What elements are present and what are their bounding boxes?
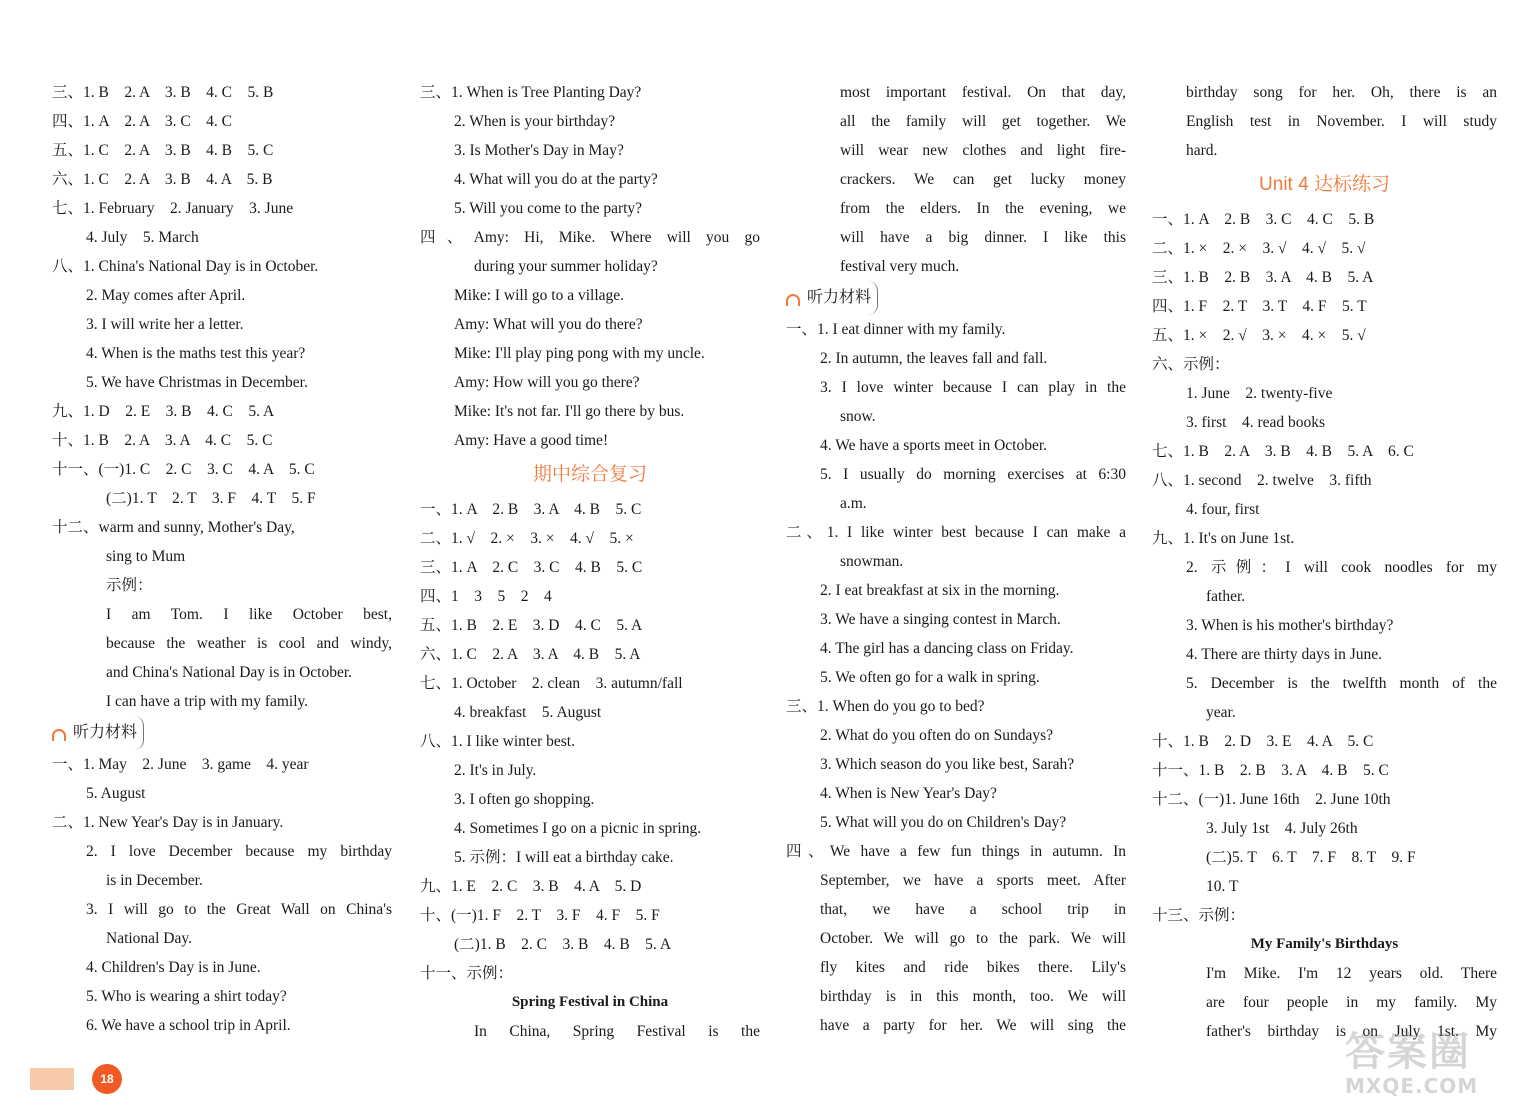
answer-line: hard. [1186, 142, 1218, 159]
answer-line: a.m. [840, 495, 867, 512]
headphone-icon [52, 729, 66, 741]
answer-line: 1. June 2. twenty-five [1186, 385, 1333, 402]
answer-line: 6. We have a school trip in April. [86, 1017, 291, 1034]
column-4 [1152, 78, 1497, 1046]
answer-line: 四、1 3 5 2 4 [420, 588, 552, 605]
answer-line: 四、We have a few fun things in autumn. In [786, 843, 1126, 860]
answer-line: 4. Children's Day is in June. [86, 959, 261, 976]
answer-line: 3. When is his mother's birthday? [1186, 617, 1394, 634]
answer-line: 九、1. It's on June 1st. [1152, 530, 1295, 547]
answer-line: birthday song for her. Oh, there is an [1186, 84, 1497, 101]
answer-line: National Day. [106, 930, 192, 947]
answer-line: 十、(一)1. F 2. T 3. F 4. F 5. F [420, 907, 660, 924]
answer-line: 三、1. When is Tree Planting Day? [420, 84, 642, 101]
answer-line: 十三、示例： [1152, 907, 1246, 924]
answer-line: 3. July 1st 4. July 26th [1206, 820, 1358, 837]
answer-line: 九、1. E 2. C 3. B 4. A 5. D [420, 878, 642, 895]
answer-line: 六、1. C 2. A 3. A 4. B 5. A [420, 646, 641, 663]
answer-line: 5. What will you do on Children's Day? [820, 814, 1067, 831]
unit-heading: 期中综合复习 [532, 464, 647, 485]
answer-line: most important festival. On that day, [840, 84, 1126, 101]
answer-line: 4. What will you do at the party? [454, 171, 658, 188]
answer-line: 4. There are thirty days in June. [1186, 646, 1382, 663]
answer-line: 4. The girl has a dancing class on Friday. [820, 640, 1074, 657]
answer-line: 2. I eat breakfast at six in the morning. [820, 582, 1060, 599]
answer-line: snowman. [840, 553, 904, 570]
answer-line: Amy: How will you go there? [454, 374, 640, 391]
answer-line: during your summer holiday? [474, 258, 658, 275]
answer-line: October. We will go to the park. We will [820, 930, 1126, 947]
answer-line: crackers. We can get lucky money [840, 171, 1126, 188]
answer-line: are four people in my family. My [1206, 994, 1497, 1011]
answer-line: September, we have a sports meet. After [820, 872, 1126, 889]
answer-line: 4. Sometimes I go on a picnic in spring. [454, 820, 702, 837]
answer-line: (二)1. T 2. T 3. F 4. T 5. F [106, 490, 316, 507]
answer-line: 十二、warm and sunny, Mother's Day, [52, 519, 295, 536]
answer-line: Mike: It's not far. I'll go there by bus. [454, 403, 685, 420]
answer-line: 3. I will go to the Great Wall on China's [86, 901, 392, 918]
answer-line: In China, Spring Festival is the [474, 1023, 760, 1040]
answer-line: 2. It's in July. [454, 762, 537, 779]
answer-line: 3. first 4. read books [1186, 414, 1326, 431]
answer-line: 六、示例： [1152, 356, 1230, 373]
answer-line: 示例： [106, 577, 153, 594]
answer-line: 五、1. B 2. E 3. D 4. C 5. A [420, 617, 643, 634]
answer-line: 5. December is the twelfth month of the [1186, 675, 1497, 692]
answer-line: 十、1. B 2. A 3. A 4. C 5. C [52, 432, 273, 449]
answer-line: I am Tom. I like October best, [106, 606, 392, 623]
answer-line: 一、1. A 2. B 3. C 4. C 5. B [1152, 211, 1375, 228]
answer-line: have a party for her. We will sing the [820, 1017, 1126, 1034]
answer-line: 四、1. A 2. A 3. C 4. C [52, 113, 232, 130]
answer-line: 六、1. C 2. A 3. B 4. A 5. B [52, 171, 273, 188]
answer-line: My Family's Birthdays [1250, 936, 1399, 952]
page-number: 18 [92, 1064, 122, 1094]
answer-line: 八、1. second 2. twelve 3. fifth [1152, 472, 1372, 489]
page-tab-decoration [30, 1068, 74, 1090]
answer-line: 3. Which season do you like best, Sarah? [820, 756, 1075, 773]
answer-line: 2. When is your birthday? [454, 113, 616, 130]
answer-line: Spring Festival in China [511, 994, 669, 1010]
column-1 [52, 78, 392, 1040]
answer-line: and China's National Day is in October. [106, 664, 353, 681]
answer-line: (二)5. T 6. T 7. F 8. T 9. F [1206, 849, 1416, 866]
answer-line: father's birthday is on July 1st. My [1206, 1023, 1497, 1040]
column-3 [786, 78, 1126, 1040]
answer-line: 4. When is New Year's Day? [820, 785, 997, 802]
page-number-badge [30, 1062, 114, 1092]
answer-line: 十二、(一)1. June 16th 2. June 10th [1152, 791, 1391, 808]
answer-line: Amy: What will you do there? [454, 316, 643, 333]
answer-line: 七、1. October 2. clean 3. autumn/fall [420, 675, 683, 692]
section-heading-label: 听力材料 [73, 716, 144, 750]
section-heading-listening [786, 281, 1126, 315]
answer-line: 2. In autumn, the leaves fall and fall. [820, 350, 1048, 367]
answer-line: 三、1. When do you go to bed? [786, 698, 985, 715]
watermark [1345, 1030, 1525, 1108]
answer-line: 4. When is the maths test this year? [86, 345, 306, 362]
watermark-logo-text: 答案圈 [1345, 1029, 1471, 1075]
answer-line: 2. I love December because my birthday [86, 843, 392, 860]
answer-line: 九、1. D 2. E 3. B 4. C 5. A [52, 403, 275, 420]
answer-line: 八、1. I like winter best. [420, 733, 575, 750]
answer-line: 四、1. F 2. T 3. T 4. F 5. T [1152, 298, 1367, 315]
answer-line: festival very much. [840, 258, 960, 275]
answer-line: 3. I will write her a letter. [86, 316, 244, 333]
column-2 [420, 78, 760, 1046]
answer-line: from the elders. In the evening, we [840, 200, 1126, 217]
answer-line: 3. Is Mother's Day in May? [454, 142, 624, 159]
answer-line: 三、1. B 2. A 3. B 4. C 5. B [52, 84, 274, 101]
answer-line: snow. [840, 408, 876, 425]
answer-line: 十、1. B 2. D 3. E 4. A 5. C [1152, 733, 1374, 750]
answer-line: 一、1. A 2. B 3. A 4. B 5. C [420, 501, 642, 518]
answer-line: 一、1. May 2. June 3. game 4. year [52, 756, 309, 773]
answer-line: 3. I often go shopping. [454, 791, 595, 808]
answer-line: Mike: I'll play ping pong with my uncle. [454, 345, 705, 362]
answer-line: 5. We have Christmas in December. [86, 374, 308, 391]
answer-line: sing to Mum [106, 548, 186, 565]
answer-line: 3. I love winter because I can play in the [820, 379, 1126, 396]
answer-line: 十一、(一)1. C 2. C 3. C 4. A 5. C [52, 461, 315, 478]
watermark-url: MXQE.COM [1345, 1074, 1479, 1098]
answer-line: 4. breakfast 5. August [454, 704, 602, 721]
answer-line: 五、1. C 2. A 3. B 4. B 5. C [52, 142, 274, 159]
answer-line: is in December. [106, 872, 203, 889]
unit-heading: Unit 4 达标练习 [1259, 174, 1390, 195]
answer-line: I can have a trip with my family. [106, 693, 309, 710]
answer-line: will have a big dinner. I like this [840, 229, 1126, 246]
answer-line: 八、1. China's National Day is in October. [52, 258, 319, 275]
answer-line: (二)1. B 2. C 3. B 4. B 5. A [454, 936, 672, 953]
answer-line: 5. Who is wearing a shirt today? [86, 988, 287, 1005]
answer-line: I'm Mike. I'm 12 years old. There [1206, 965, 1497, 982]
answer-line: fly kites and ride bikes there. Lily's [820, 959, 1126, 976]
answer-line: 二、1. I like winter best because I can make a [786, 524, 1126, 541]
section-heading-listening [52, 716, 392, 750]
answer-line: 十一、示例： [420, 965, 514, 982]
answer-line: 2. 示例：I will cook noodles for my [1186, 559, 1497, 576]
answer-line: 5. August [86, 785, 146, 802]
answer-line: 三、1. B 2. B 3. A 4. B 5. A [1152, 269, 1374, 286]
answer-line: that, we have a school trip in [820, 901, 1126, 918]
answer-line: 七、1. February 2. January 3. June [52, 200, 294, 217]
answer-line: 4. We have a sports meet in October. [820, 437, 1048, 454]
answer-line: father. [1206, 588, 1246, 605]
answer-line: 5. 示例：I will eat a birthday cake. [454, 849, 674, 866]
answer-line: 二、1. × 2. × 3. √ 4. √ 5. √ [1152, 240, 1366, 257]
answer-line: 2. May comes after April. [86, 287, 246, 304]
answer-line: English test in November. I will study [1186, 113, 1497, 130]
answer-line: birthday is in this month, too. We will [820, 988, 1126, 1005]
answer-line: 5. I usually do morning exercises at 6:30 [820, 466, 1126, 483]
answer-line: 5. Will you come to the party? [454, 200, 643, 217]
answer-line: 十一、1. B 2. B 3. A 4. B 5. C [1152, 762, 1389, 779]
answer-line: 4. four, first [1186, 501, 1260, 518]
answer-line: 七、1. B 2. A 3. B 4. B 5. A 6. C [1152, 443, 1414, 460]
answer-line: 5. We often go for a walk in spring. [820, 669, 1040, 686]
answer-line: 3. We have a singing contest in March. [820, 611, 1061, 628]
answer-line: because the weather is cool and windy, [106, 635, 392, 652]
section-heading-label: 听力材料 [807, 281, 878, 315]
answer-line: will wear new clothes and light fire- [840, 142, 1126, 159]
answer-line: Amy: Have a good time! [454, 432, 609, 449]
answer-line: 四、Amy: Hi, Mike. Where will you go [420, 229, 760, 246]
answer-line: 一、1. I eat dinner with my family. [786, 321, 1006, 338]
answer-line: Mike: I will go to a village. [454, 287, 625, 304]
answer-line: 2. What do you often do on Sundays? [820, 727, 1054, 744]
answer-line: 三、1. A 2. C 3. C 4. B 5. C [420, 559, 643, 576]
answer-line: 二、1. New Year's Day is in January. [52, 814, 284, 831]
headphone-icon [786, 294, 800, 306]
answer-line: all the family will get together. We [840, 113, 1126, 130]
answer-line: 五、1. × 2. √ 3. × 4. × 5. √ [1152, 327, 1366, 344]
answer-line: year. [1206, 704, 1236, 721]
answer-line: 4. July 5. March [86, 229, 199, 246]
answer-line: 10. T [1206, 878, 1239, 895]
answer-line: 二、1. √ 2. × 3. × 4. √ 5. × [420, 530, 634, 547]
